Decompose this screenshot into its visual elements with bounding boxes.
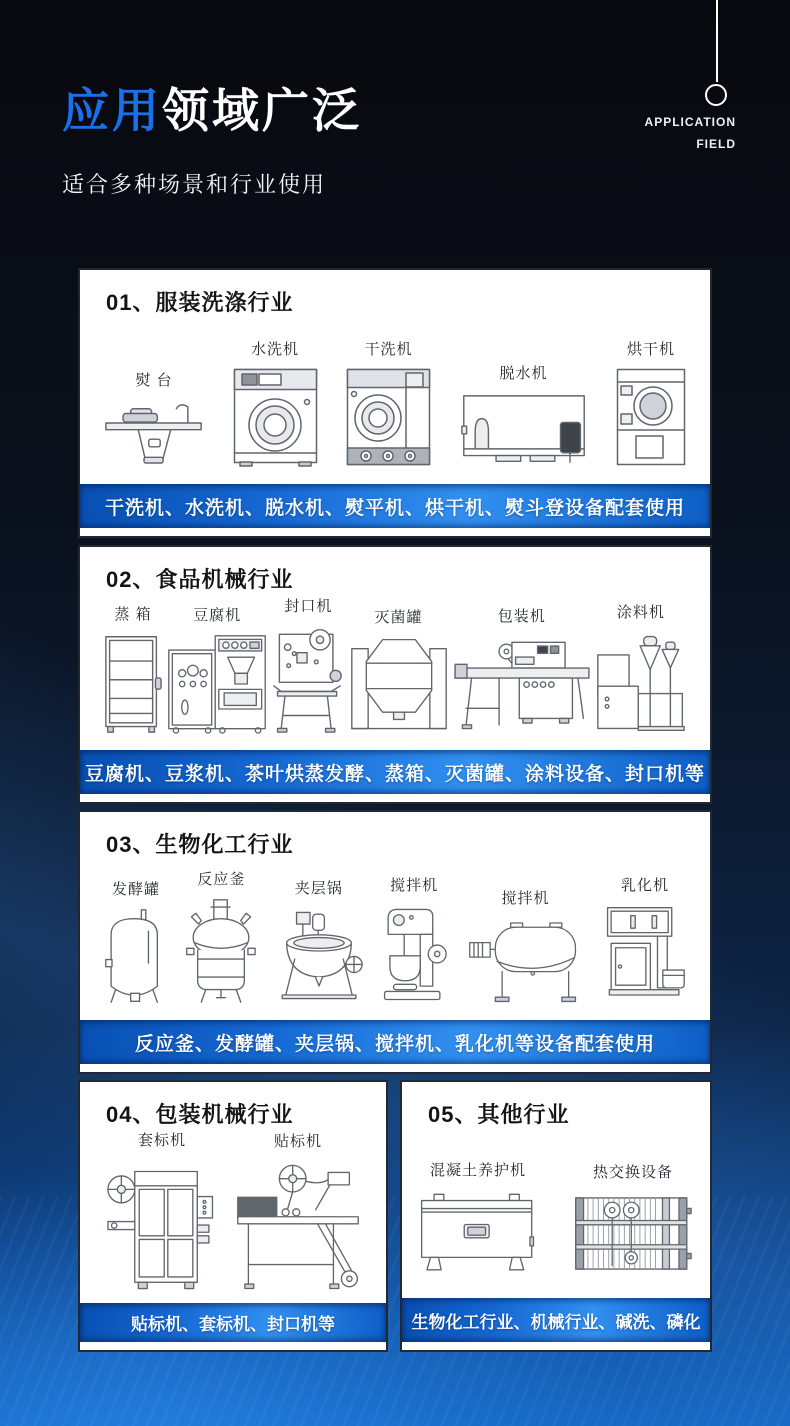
sleeve-labeling-machine-illustration: [106, 1159, 218, 1293]
card-title: 02、食品机械行业: [106, 567, 294, 592]
machine-label: 套标机: [137, 1132, 186, 1149]
decorative-circle: [705, 84, 727, 106]
dry-cleaning-machine-illustration: [346, 368, 431, 468]
machines-row: [80, 1129, 386, 1303]
bottom-card-row: [78, 1080, 712, 1352]
page-title-rest: 领域广泛: [162, 84, 362, 137]
card-clothing-washing: [78, 268, 712, 538]
page-title-highlight: 应用: [62, 84, 162, 137]
page-subtitle: 适合多种场景和行业使用: [62, 172, 327, 197]
machine-emulsifier: [604, 874, 686, 1004]
machine-label: 脱水机: [499, 365, 548, 382]
machine-concrete-curing: [418, 1159, 538, 1276]
machine-fermentation-tank: [104, 878, 168, 1004]
machine-label: 搅拌机: [390, 877, 439, 894]
machine-label: 灭菌罐: [374, 609, 423, 626]
machine-sealer: [272, 595, 344, 734]
machine-tofu: [167, 604, 267, 734]
machine-reaction-kettle: [186, 868, 256, 1004]
machines-row: [80, 317, 710, 484]
machine-label: 蒸 箱: [114, 606, 152, 623]
machine-label: 贴标机: [273, 1133, 322, 1150]
ironing-table-illustration: [104, 399, 204, 468]
sterilizing-tank-illustration: [350, 636, 448, 734]
drum-mixer-illustration: [466, 917, 586, 1004]
machine-packer: [453, 605, 591, 734]
sealing-machine-illustration: [272, 625, 344, 734]
machine-label: 烘干机: [626, 341, 675, 358]
machine-dryer: [616, 338, 686, 468]
decorative-vertical-line: [716, 0, 718, 82]
page-title: [62, 74, 362, 141]
machines-row: [402, 1129, 710, 1298]
labeling-machine-illustration: [236, 1160, 360, 1293]
coating-machine-illustration: [596, 631, 686, 734]
machine-label: 搅拌机: [501, 890, 550, 907]
reaction-kettle-illustration: [186, 898, 256, 1004]
card-banner: 贴标机、套标机、封口机等: [80, 1303, 386, 1342]
drying-machine-illustration: [616, 368, 686, 468]
card-banner: 反应釜、发酵罐、夹层锅、搅拌机、乳化机等设备配套使用: [80, 1020, 710, 1064]
card-banner: 生物化工行业、机械行业、碱洗、磷化: [402, 1298, 710, 1342]
machine-washer: [233, 338, 318, 468]
card-food-machinery: [78, 545, 712, 804]
concrete-curing-machine-illustration: [418, 1189, 538, 1276]
machine-label: 涂料机: [616, 604, 665, 621]
machine-dry-cleaner: [346, 338, 431, 468]
emulsifier-illustration: [604, 904, 686, 1004]
jacketed-kettle-illustration: [275, 907, 363, 1004]
machine-sleeve-labeler: [106, 1129, 218, 1293]
application-field-tag: [645, 112, 736, 155]
machine-label: 熨 台: [135, 372, 173, 389]
planetary-mixer-illustration: [381, 904, 447, 1004]
machine-label: 包装机: [497, 608, 546, 625]
washing-machine-illustration: [233, 368, 318, 468]
machine-mixer-planetary: [381, 874, 447, 1004]
packing-machine-illustration: [453, 635, 591, 734]
card-packaging-machinery: [78, 1080, 388, 1352]
card-other-industries: [400, 1080, 712, 1352]
tag-line-1: APPLICATION: [644, 115, 736, 129]
machine-ironing-table: [104, 369, 204, 468]
card-title: 05、其他行业: [428, 1102, 570, 1127]
machine-label: 夹层锅: [294, 880, 343, 897]
machines-row: [80, 594, 710, 750]
card-title: 03、生物化工行业: [106, 832, 294, 857]
fermentation-tank-illustration: [104, 908, 168, 1004]
machine-coating: [596, 601, 686, 734]
machine-sterilizer: [350, 606, 448, 734]
tag-line-2: FIELD: [696, 136, 736, 151]
machine-label: 干洗机: [364, 341, 413, 358]
card-banner: 干洗机、水洗机、脱水机、熨平机、烘干机、熨斗登设备配套使用: [80, 484, 710, 528]
card-title: 01、服装洗涤行业: [106, 290, 294, 315]
card-biochemical: [78, 810, 712, 1074]
machines-row: [80, 859, 710, 1020]
machine-steam-cabinet: [104, 603, 162, 734]
machine-label: 反应釜: [197, 871, 246, 888]
machine-label: 乳化机: [620, 877, 669, 894]
dehydrator-illustration: [460, 392, 588, 468]
machine-dehydrator: [460, 362, 588, 468]
machine-label: 热交换设备: [592, 1164, 673, 1181]
machine-label: 豆腐机: [193, 607, 242, 624]
machine-label: 发酵罐: [111, 881, 160, 898]
page-header: [62, 74, 362, 199]
card-title: 04、包装机械行业: [106, 1102, 294, 1127]
machine-label: 水洗机: [250, 341, 299, 358]
steam-cabinet-illustration: [104, 633, 162, 734]
machine-label: 混凝土养护机: [429, 1162, 526, 1179]
tofu-machine-illustration: [167, 634, 267, 734]
machine-labeler: [236, 1130, 360, 1293]
machine-heat-exchanger: [572, 1161, 694, 1276]
card-banner: 豆腐机、豆浆机、茶叶烘蒸发酵、蒸箱、灭菌罐、涂料设备、封口机等: [80, 750, 710, 794]
machine-jacketed-kettle: [275, 877, 363, 1004]
industry-cards: [78, 268, 712, 1352]
heat-exchanger-illustration: [572, 1191, 694, 1276]
machine-label: 封口机: [284, 598, 333, 615]
machine-mixer-drum: [466, 887, 586, 1004]
